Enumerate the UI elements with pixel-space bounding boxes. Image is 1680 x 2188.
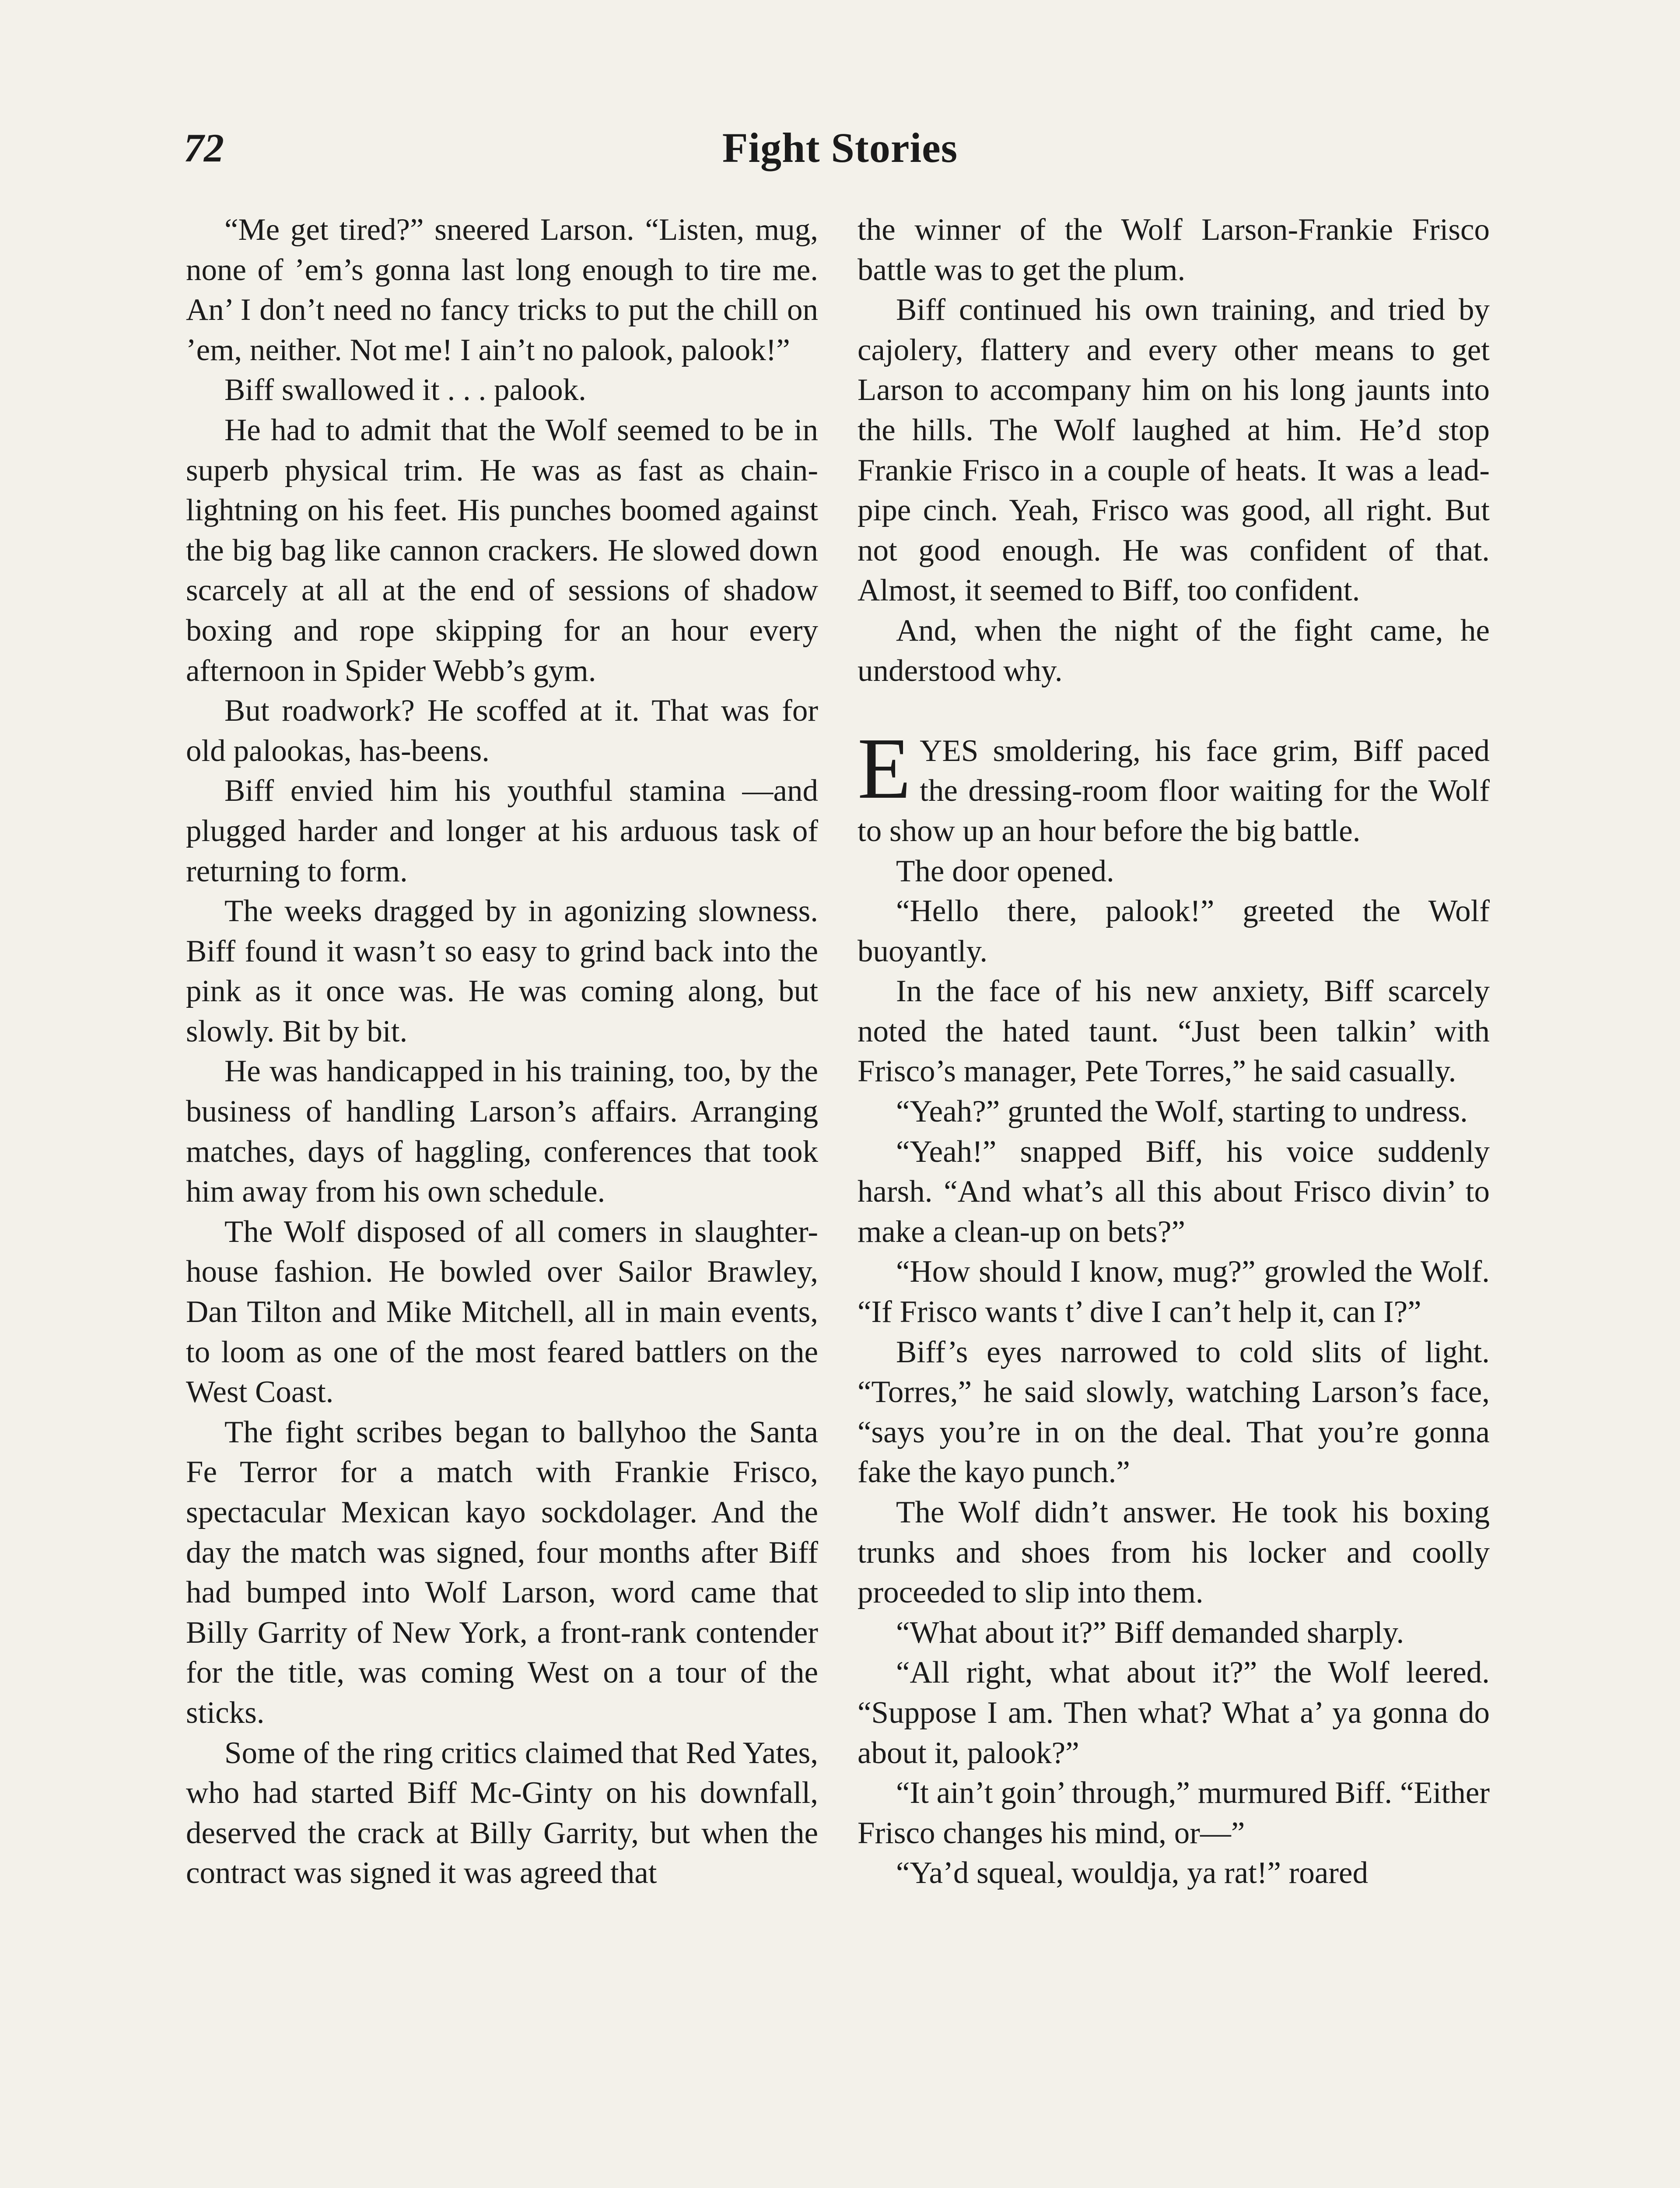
paragraph: The weeks dragged by in agonizing slowness. Biff found it wasn’t so easy to grind back into the pink as it once was. He was coming along, but slowly. Bit by bit. [186, 894, 818, 1048]
paragraph: “Ya’d squeal, wouldja, ya rat!” roared [896, 1856, 1368, 1890]
paragraph: The Wolf didn’t answer. He took his boxing trunks and shoes from his locker and coolly proceeded to slip into them. [858, 1495, 1490, 1610]
paragraph: “Me get tired?” sneered Larson. “Listen, mug, none of ’em’s gonna last long enough to tire me. An’ I don’t need no fancy tricks to put the chill on ’em, neither. Not me! I ain’t no palook, palook!” [186, 213, 818, 367]
paragraph: In the face of his new anxiety, Biff scarcely noted the hated taunt. “Just been talkin’ with Frisco’s manager, Pete Torres,” he said casually. [858, 974, 1490, 1089]
section-opening-paragraph [858, 720, 1490, 852]
paragraph: But roadwork? He scoffed at it. That was for old palookas, has-beens. [186, 694, 818, 768]
paragraph: The fight scribes began to ballyhoo the Santa Fe Terror for a match with Frankie Frisco, spectacular Mexican kayo sockdolager. And the day the match was signed, four months after Biff had bumped into Wolf Larson, word came that Billy Garrity of New York, a front-rank contender for the title, was coming West on a tour of the sticks. [186, 1415, 818, 1730]
page-title: Fight Stories [722, 124, 958, 171]
drop-cap: E [858, 720, 911, 817]
paragraph: “Hello there, palook!” greeted the Wolf buoyantly. [858, 894, 1490, 968]
paragraph: “All right, what about it?” the Wolf leered. “Suppose I am. Then what? What a’ ya gonna do about it, palook?” [858, 1655, 1490, 1770]
right-column [858, 210, 1490, 2188]
paragraph-continuation: the winner of the Wolf Larson-Frankie Frisco battle was to get the plum. [858, 213, 1490, 287]
paragraph: The Wolf disposed of all comers in slaughter-house fashion. He bowled over Sailor Brawley, Dan Tilton and Mike Mitchell, all in main events, to loom as one of the most feared battlers on the West Coast. [186, 1214, 818, 1410]
paragraph: “Yeah!” snapped Biff, his voice suddenly harsh. “And what’s all this about Frisco divin’ to make a clean-up on bets?” [858, 1134, 1490, 1249]
paragraph: “It ain’t goin’ through,” murmured Biff. “Either Frisco changes his mind, or—” [858, 1776, 1490, 1850]
paragraph: Biff envied him his youthful stamina —and plugged harder and longer at his arduous task of returning to form. [186, 774, 818, 888]
left-column [186, 210, 818, 2188]
paragraph: Biff continued his own training, and tried by cajolery, flattery and every other means to get Larson to accompany him on his long jaunts into the hills. The Wolf laughed at him. He’d stop Frankie Frisco in a couple of heats. It was a lead-pipe cinch. Yeah, Frisco was good, all right. But not good enough. He was confident of that. Almost, it seemed to Biff, too confident. [858, 293, 1490, 608]
paragraph: “Yeah?” grunted the Wolf, starting to undress. [896, 1094, 1468, 1129]
paragraph: Some of the ring critics claimed that Red Yates, who had started Biff Mc-Ginty on his downfall, deserved the crack at Billy Garrity, but when the contract was signed it was agreed that [186, 1736, 818, 1890]
paragraph: “What about it?” Biff demanded sharply. [896, 1615, 1404, 1650]
paragraph: The door opened. [896, 854, 1114, 888]
paragraph: He had to admit that the Wolf seemed to be in superb physical trim. He was as fast as chain-lightning on his feet. His punches boomed against the big bag like cannon crackers. He slowed down scarcely at all at the end of sessions of shadow boxing and rope skipping for an hour every afternoon in Spider Webb’s gym. [186, 413, 818, 688]
paragraph: Biff swallowed it . . . palook. [224, 373, 586, 407]
paragraph: Biff’s eyes narrowed to cold slits of light. “Torres,” he said slowly, watching Larson’s face, “says you’re in on the deal. That you’re gonna fake the kayo punch.” [858, 1335, 1490, 1490]
paragraph: “How should I know, mug?” growled the Wolf. “If Frisco wants t’ dive I can’t help it, can I?” [858, 1255, 1490, 1329]
paragraph: He was handicapped in his training, too, by the business of handling Larson’s affairs. Arranging matches, days of haggling, conferences that took him away from his own schedule. [186, 1054, 818, 1209]
page-number: 72 [184, 126, 224, 170]
paragraph: And, when the night of the fight came, he understood why. [858, 613, 1490, 688]
section-opening-text: YES smoldering, his face grim, Biff paced the dressing-room floor waiting for the Wolf to show up an hour before the big battle. [858, 733, 1490, 848]
page-header [184, 122, 1496, 183]
